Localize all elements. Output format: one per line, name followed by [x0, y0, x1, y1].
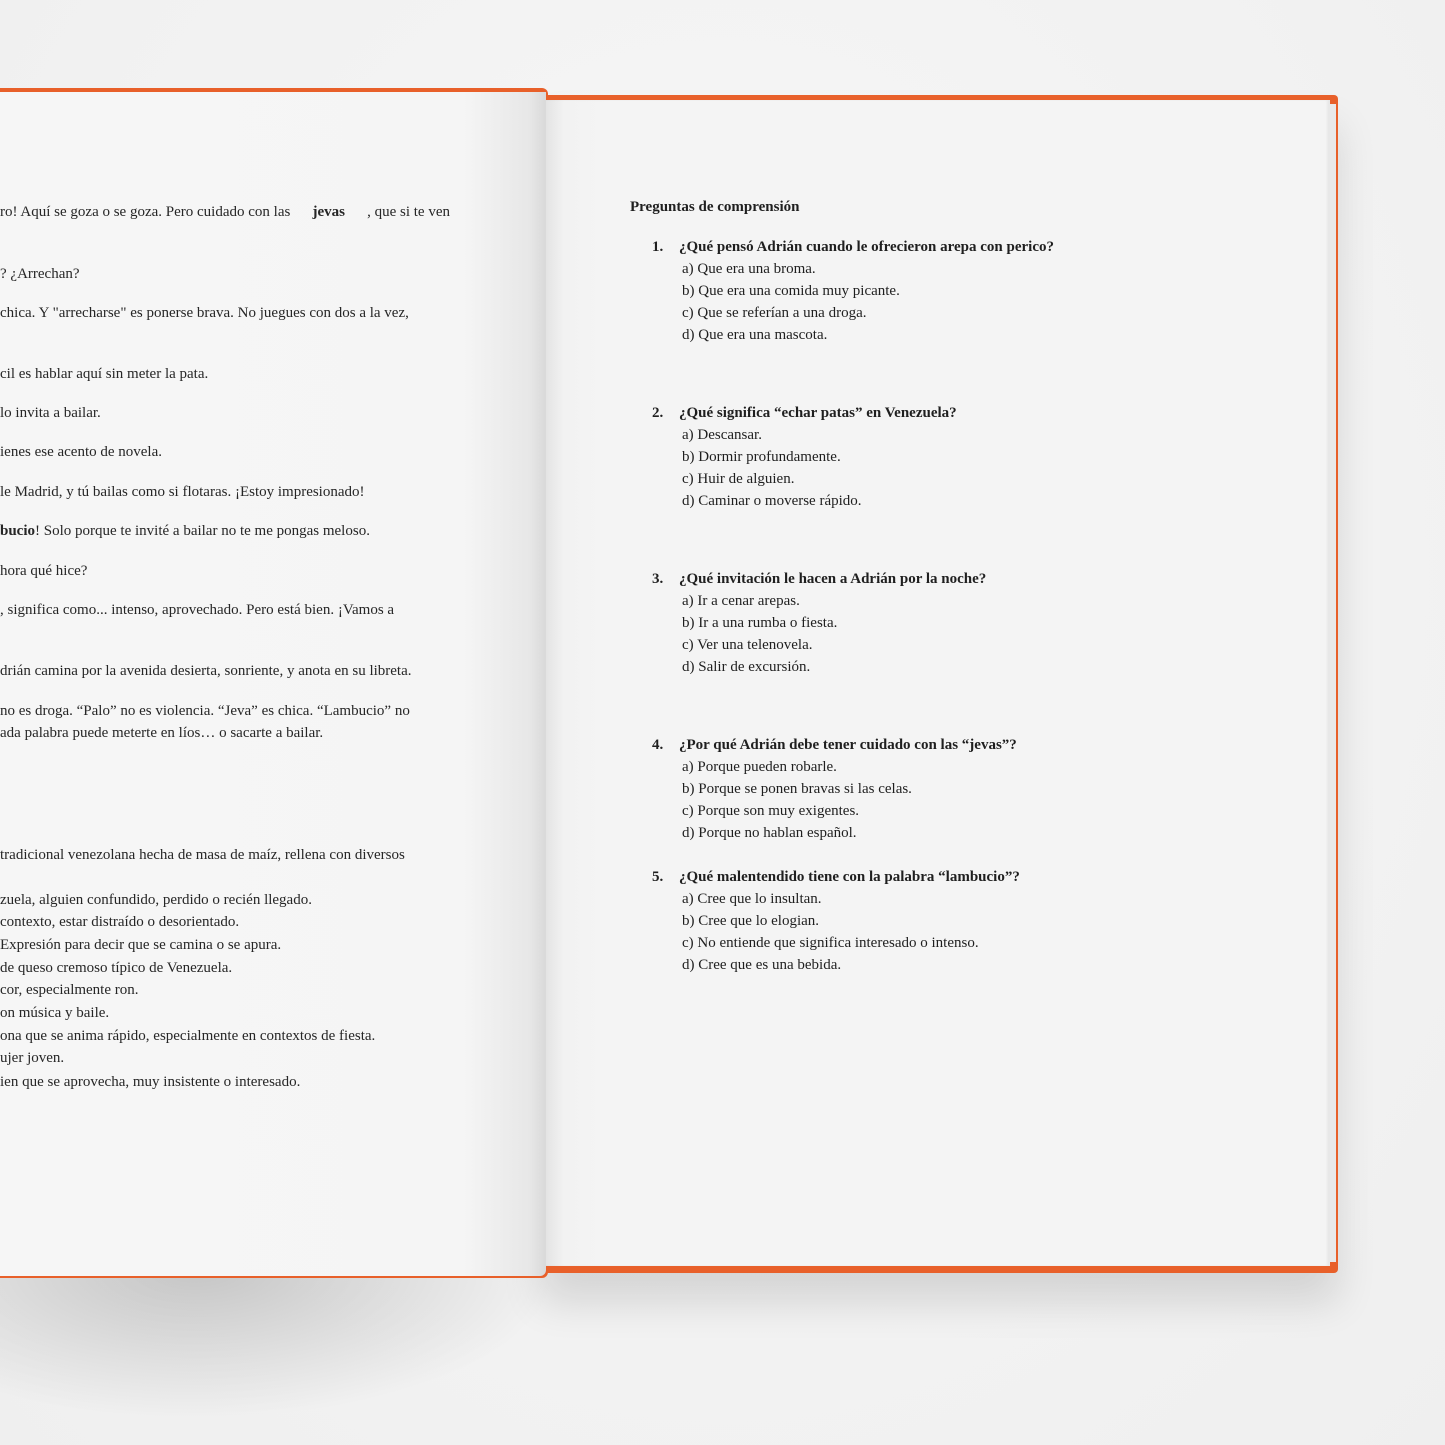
options-list: [682, 888, 979, 976]
option-b: b) Cree que lo elogian.: [682, 913, 820, 929]
option-d: d) Caminar o moverse rápido.: [682, 493, 862, 509]
left-line-20: on música y baile.: [0, 1005, 110, 1021]
options-list: [682, 258, 900, 346]
options-list: [682, 424, 862, 512]
option-c: c) Porque son muy exigentes.: [682, 803, 860, 819]
left-line-4: cil es hablar aquí sin meter la pata.: [0, 366, 209, 382]
option-b: b) Dormir profundamente.: [682, 449, 841, 465]
left-line-10: , significa como... intenso, aprovechado. Pero está bien. ¡Vamos a: [0, 602, 395, 618]
question-text: ¿Qué significa “echar patas” en Venezuela?: [679, 405, 957, 421]
option-b: b) Ir a una rumba o fiesta.: [682, 615, 838, 631]
left-line-2: ? ¿Arrechan?: [0, 266, 80, 282]
option-d: d) Cree que es una bebida.: [682, 957, 842, 973]
right-page: [546, 100, 1330, 1266]
option-b: b) Que era una comida muy picante.: [682, 283, 900, 299]
question-number: 2.: [652, 405, 664, 421]
question-text: ¿Por qué Adrián debe tener cuidado con las “jevas”?: [679, 737, 1017, 753]
option-b: b) Porque se ponen bravas si las celas.: [682, 781, 912, 797]
left-line-16: contexto, estar distraído o desorientado.: [0, 914, 240, 930]
left-line-5: lo invita a bailar.: [0, 405, 101, 421]
left-page: [0, 92, 546, 1276]
question-text: ¿Qué pensó Adrián cuando le ofrecieron arepa con perico?: [679, 239, 1054, 255]
option-a: a) Descansar.: [682, 427, 762, 443]
left-line-19: cor, especialmente ron.: [0, 982, 139, 998]
question-text: ¿Qué invitación le hacen a Adrián por la noche?: [679, 571, 987, 587]
option-a: a) Porque pueden robarle.: [682, 759, 837, 775]
question-number: 1.: [652, 239, 664, 255]
question-number: 4.: [652, 737, 664, 753]
left-line-3: chica. Y "arrecharse" es ponerse brava. No juegues con dos a la vez,: [0, 305, 409, 321]
left-line-14: tradicional venezolana hecha de masa de maíz, rellena con diversos: [0, 847, 405, 863]
left-line-23: ien que se aprovecha, muy insistente o interesado.: [0, 1074, 301, 1090]
options-list: [682, 756, 912, 844]
left-line-22: ujer joven.: [0, 1050, 65, 1066]
question-text: ¿Qué malentendido tiene con la palabra “lambucio”?: [679, 869, 1020, 885]
option-d: d) Salir de excursión.: [682, 659, 811, 675]
question-number: 3.: [652, 571, 664, 587]
option-a: a) Ir a cenar arepas.: [682, 593, 800, 609]
book-shadow: [0, 1270, 560, 1420]
left-line-18: de queso cremoso típico de Venezuela.: [0, 960, 233, 976]
option-c: c) Huir de alguien.: [682, 471, 795, 487]
option-a: a) Que era una broma.: [682, 261, 816, 277]
left-line-21: ona que se anima rápido, especialmente en contextos de fiesta.: [0, 1028, 376, 1044]
left-line-9: hora qué hice?: [0, 563, 88, 579]
questions-heading: Preguntas de comprensión: [630, 199, 800, 215]
option-c: c) Ver una telenovela.: [682, 637, 813, 653]
options-list: [682, 590, 837, 678]
option-c: c) Que se referían a una droga.: [682, 305, 867, 321]
left-line-11: drián camina por la avenida desierta, sonriente, y anota en su libreta.: [0, 663, 412, 679]
left-line-12: no es droga. “Palo” no es violencia. “Jeva” es chica. “Lambucio” no: [0, 703, 410, 719]
left-line-15: zuela, alguien confundido, perdido o recién llegado.: [0, 892, 312, 908]
option-d: d) Que era una mascota.: [682, 327, 828, 343]
left-line-7: le Madrid, y tú bailas como si flotaras. ¡Estoy impresionado!: [0, 484, 365, 500]
option-d: d) Porque no hablan español.: [682, 825, 857, 841]
left-line-8: bucio! Solo porque te invité a bailar no te me pongas meloso.: [0, 523, 370, 539]
left-line-13: ada palabra puede meterte en líos… o sacarte a bailar.: [0, 725, 324, 741]
question-number: 5.: [652, 869, 664, 885]
left-line-17: Expresión para decir que se camina o se apura.: [0, 937, 282, 953]
left-line-6: ienes ese acento de novela.: [0, 444, 163, 460]
left-line-1: ro! Aquí se goza o se goza. Pero cuidado con las jevas , que si te ven: [0, 204, 450, 220]
option-c: c) No entiende que significa interesado o intenso.: [682, 935, 979, 951]
option-a: a) Cree que lo insultan.: [682, 891, 822, 907]
